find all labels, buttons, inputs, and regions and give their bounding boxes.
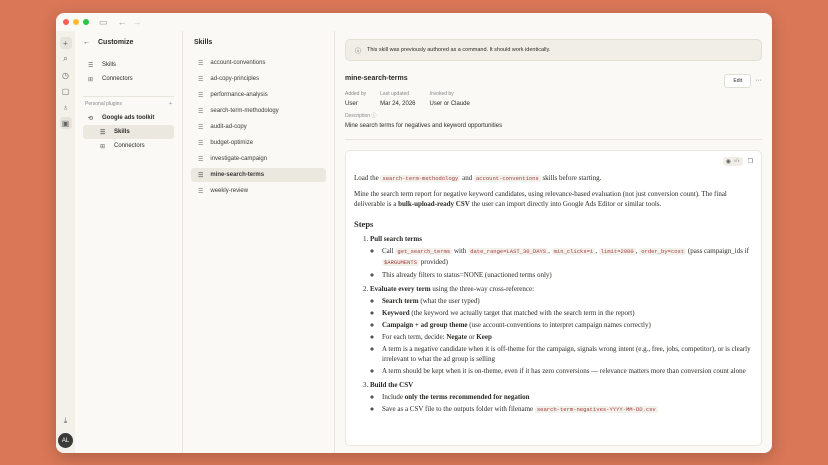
text-run: (use account-conventions to interpret campaign names correctly) [467, 320, 651, 329]
label: Skills [114, 129, 130, 135]
text-run: A term is a negative candidate when it is off-theme for the campaign, signals wrong intent (e.g., free, jobs, competitor), or is clearly irrelevant to what the ad group is selling [382, 344, 751, 363]
skill-item-weekly-review[interactable] [191, 184, 326, 198]
text-run: or [466, 332, 477, 341]
text-run: Keep [476, 332, 492, 341]
label: Skills [102, 62, 117, 68]
steps-heading: Steps [354, 218, 374, 229]
inline-code: min_clicks=1 [553, 247, 594, 255]
plugin-connectors[interactable] [83, 139, 174, 153]
step [370, 284, 753, 376]
skill-icon: ☰ [198, 156, 204, 163]
paragraph [354, 189, 753, 210]
skill-label: audit-ad-copy [210, 124, 247, 130]
skill-item-budget-optimize[interactable] [191, 136, 326, 150]
step [370, 380, 753, 415]
skill-label: performance-analysis [210, 92, 268, 98]
text-run: and [460, 174, 474, 182]
preview-icon[interactable]: ◉ [725, 159, 731, 165]
step-bullet [382, 296, 753, 306]
text-run: This already filters to status=NONE (unactioned terms only) [382, 270, 552, 279]
maximize-window-button[interactable] [83, 19, 89, 25]
meta-field [430, 91, 470, 107]
skill-icon: ☰ [198, 140, 204, 147]
customize-title: Customize [98, 39, 134, 46]
edit-button[interactable]: Edit [724, 74, 751, 88]
text-run: , [595, 246, 599, 255]
text-run: (pass campaign_ids if [686, 246, 749, 255]
skill-item-audit-ad-copy[interactable] [191, 120, 326, 134]
skill-title: mine-search-terms [345, 74, 408, 82]
connectors-icon: ⊞ [88, 76, 94, 83]
skill-icon: ☰ [198, 76, 204, 83]
meta-label: Invoked by [429, 91, 454, 97]
inline-code: date_range=LAST_30_DAYS [470, 247, 547, 255]
skill-icon: ☰ [198, 172, 204, 179]
meta-field [380, 91, 415, 107]
skill-label: budget-optimize [210, 140, 254, 146]
plugin-skills[interactable] [83, 125, 174, 139]
customize-panel [75, 31, 183, 453]
text-run: Evaluate every term [370, 284, 431, 293]
title-bar [56, 13, 772, 31]
text-run: Keyword [382, 308, 410, 317]
inline-code: account-conventions [475, 175, 539, 182]
text-run: bulk-upload-ready CSV [398, 200, 470, 208]
step-bullet [382, 404, 753, 415]
skill-icon: ☰ [198, 92, 204, 99]
lightbulb-icon[interactable]: ♁ [62, 102, 69, 112]
text-run: only the terms recommended for negation [404, 392, 530, 401]
info-icon: ⓘ [371, 113, 377, 119]
label: Connectors [114, 143, 145, 149]
inline-code: search-term-methodology [382, 175, 459, 182]
more-options-icon[interactable]: ··· [755, 77, 762, 84]
text-run: Mine the search term report for negative keyword candidates, using relevance-based evaluation (not just conversion count). The final deliverable is a [354, 189, 727, 208]
back-icon[interactable]: ← [83, 39, 90, 46]
skill-label: weekly-review [210, 188, 249, 194]
skills-icon: ☰ [88, 62, 94, 69]
skill-item-performance-analysis[interactable] [191, 88, 326, 102]
plugin-google-ads-toolkit[interactable] [83, 111, 174, 125]
section-label: Personal plugins [85, 101, 122, 107]
text-run: provided) [419, 257, 448, 266]
description-text: Mine search terms for negatives and keyword opportunities [345, 123, 762, 140]
text-run: Pull search terms [370, 234, 422, 243]
forward-arrow-icon[interactable]: → [132, 17, 142, 27]
download-icon[interactable]: ⤓ [63, 416, 68, 425]
text-run: Save as a CSV file to the outputs folder with filename [382, 404, 535, 413]
skills-title: Skills [194, 39, 213, 46]
skill-item-search-term-methodology[interactable] [191, 104, 326, 118]
meta-value: User [345, 101, 358, 107]
skill-icon: ☰ [198, 124, 204, 131]
text-run: Include [382, 392, 405, 401]
search-icon[interactable]: ⌕ [63, 54, 68, 63]
text-run: (the keyword we actually target that matched with the search term in the report) [409, 308, 635, 317]
skill-content [345, 150, 762, 446]
skill-icon: ☰ [198, 188, 204, 195]
projects-icon[interactable]: ▢ [61, 86, 70, 96]
step-bullet [382, 246, 753, 268]
text-run: Call [382, 246, 396, 255]
skills-list-panel [183, 31, 335, 453]
step-bullet [382, 270, 753, 280]
steps-list [354, 234, 753, 415]
step-bullet [382, 392, 753, 402]
step-bullet [382, 344, 753, 364]
meta-label: Added by [345, 91, 367, 97]
text-run: (what the user typed) [418, 296, 480, 305]
add-plugin-icon[interactable]: + [169, 101, 172, 107]
paragraph [354, 173, 753, 185]
description-label: Description [345, 113, 371, 119]
text-run: using the three-way cross-reference: [430, 284, 535, 293]
text-run: A term should be kept when it is on-theme, even if it has zero conversions — relevance matters more than conversion count alone [382, 366, 746, 375]
skill-icon: ☰ [198, 60, 204, 67]
meta-value: User or Claude [429, 101, 470, 107]
text-run: skills before starting. [540, 174, 602, 182]
app-window [56, 13, 772, 453]
inline-code: get_search_terms [397, 247, 451, 255]
minimize-window-button[interactable] [73, 19, 79, 25]
icon-rail [56, 31, 75, 453]
text-run: Negate [446, 332, 467, 341]
text-run: , [635, 246, 640, 255]
skill-label: investigate-campaign [210, 156, 268, 162]
label: Connectors [102, 76, 133, 82]
text-run: For each term, decide: [382, 332, 447, 341]
inline-code: $ARGUMENTS [384, 258, 418, 266]
meta-field [345, 91, 366, 107]
skill-item-ad-copy-principles[interactable] [191, 72, 326, 86]
skill-item-investigate-campaign[interactable] [191, 152, 326, 166]
info-icon: ⓘ [355, 48, 362, 55]
text-run: , [548, 246, 552, 255]
skill-label: ad-copy-principles [210, 76, 260, 82]
skill-detail [335, 31, 772, 453]
meta-label: Last updated [380, 91, 410, 97]
label: Google ads toolkit [102, 115, 155, 121]
text-run: Campaign + ad group theme [382, 320, 468, 329]
step-bullet [382, 366, 753, 376]
plugin-icon: ⟲ [88, 115, 94, 122]
avatar[interactable]: AL [58, 433, 73, 448]
new-chat-icon[interactable]: + [60, 37, 72, 49]
step-bullet [382, 332, 753, 342]
skill-label: search-term-methodology [210, 108, 279, 114]
text-run: Search term [382, 296, 419, 305]
toolkit-icon[interactable]: ▣ [60, 117, 72, 129]
step [370, 234, 753, 280]
text-run: Build the CSV [370, 380, 414, 389]
text-run: Load the [354, 174, 381, 182]
inline-code: limit=2000 [600, 247, 634, 255]
text-run: with [452, 246, 469, 255]
notice-text: This skill was previously authored as a command. It should work identically. [367, 47, 551, 53]
notice-banner [345, 39, 762, 61]
step-bullet [382, 308, 753, 318]
skill-label: mine-search-terms [210, 172, 265, 178]
copy-icon[interactable]: ❐ [747, 159, 753, 165]
skill-label: account-conventions [210, 60, 266, 66]
close-window-button[interactable] [63, 19, 69, 25]
customize-skills[interactable] [83, 58, 174, 72]
skill-icon: ☰ [198, 108, 204, 115]
skill-item-account-conventions[interactable] [191, 56, 326, 70]
skill-item-mine-search-terms[interactable] [191, 168, 326, 182]
meta-value: Mar 24, 2026 [380, 101, 416, 107]
text-run: the user can import directly into Google Ads Editor or similar tools. [469, 200, 662, 208]
inline-code: search-term-negatives-YYYY-MM-DD.csv [536, 405, 656, 413]
sidebar-toggle-icon[interactable]: ▭ [99, 16, 108, 27]
history-icon[interactable]: ◷ [62, 70, 69, 80]
back-arrow-icon[interactable]: ← [117, 17, 127, 27]
inline-code: order_by=cost [641, 247, 685, 255]
skills-icon: ☰ [100, 129, 106, 136]
customize-connectors[interactable] [83, 72, 174, 86]
step-bullet [382, 320, 753, 330]
code-view-icon[interactable]: ‹/› [733, 158, 740, 164]
connectors-icon: ⊞ [100, 143, 106, 150]
